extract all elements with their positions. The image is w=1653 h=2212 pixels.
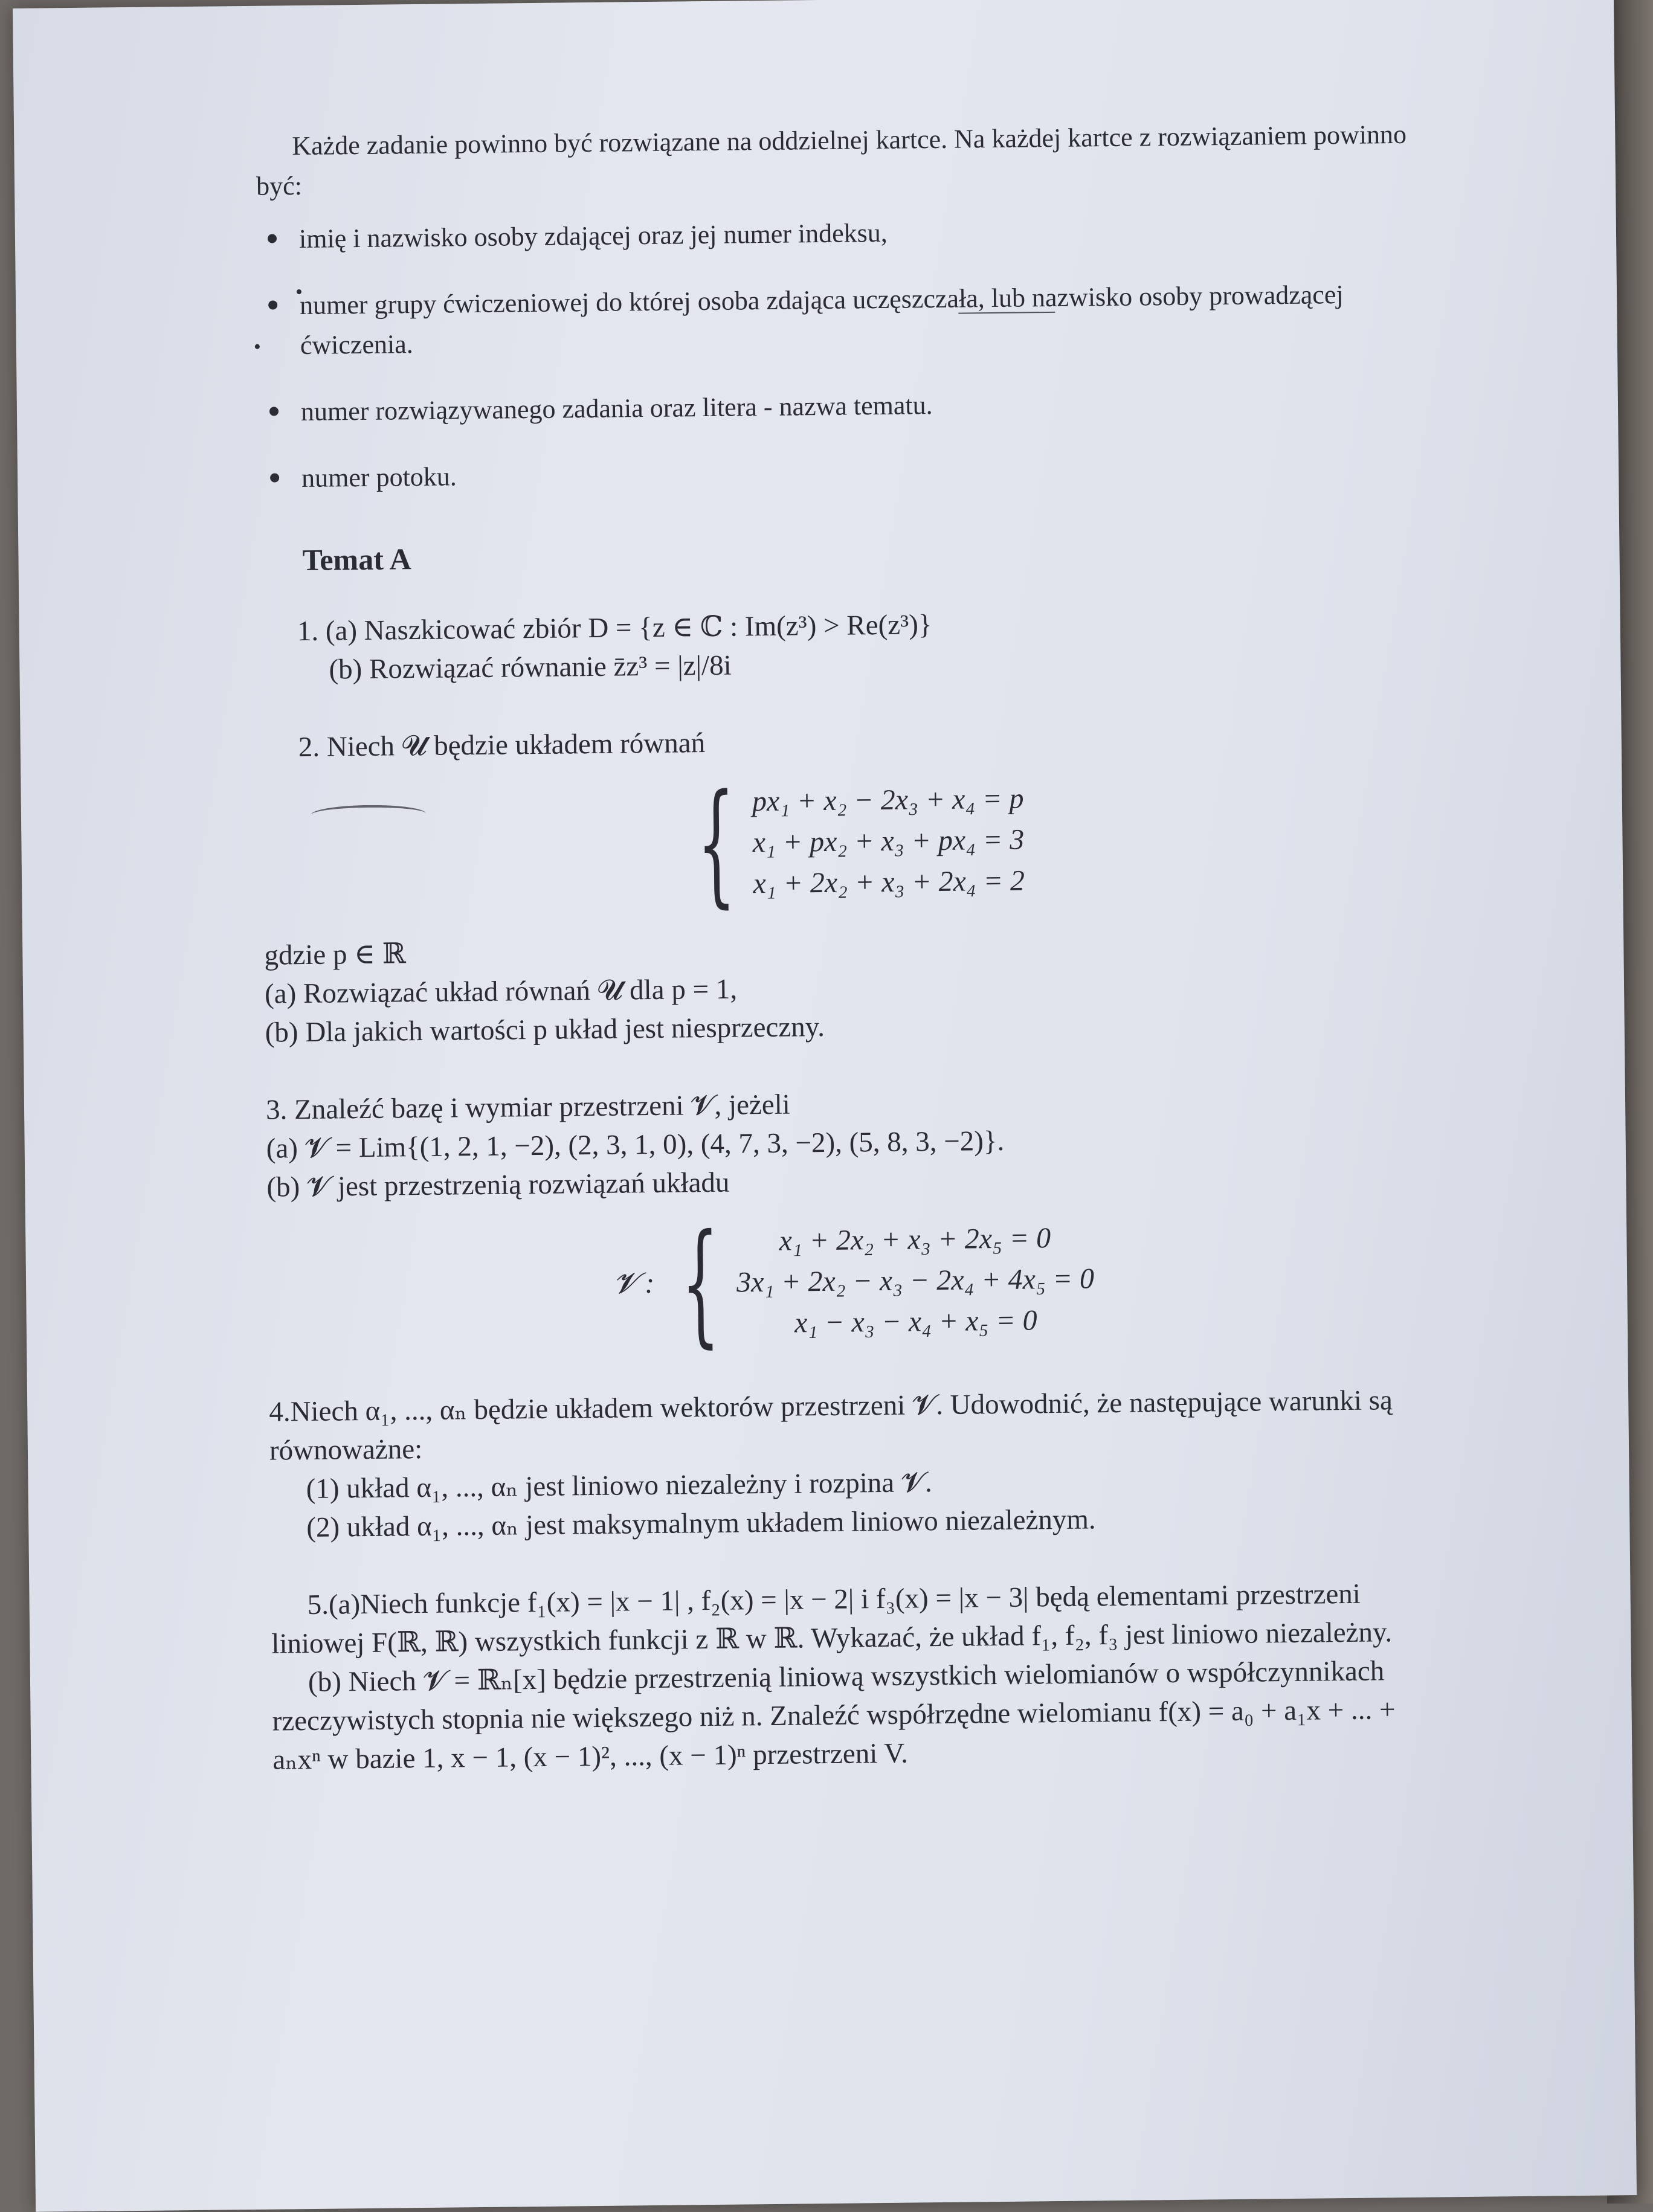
task-4-intro: 4.Niech α₁, ..., αₙ będzie układem wektorów przestrzeni 𝓥. Udowodnić, że następujące warunki są równoważne: [269, 1384, 1393, 1467]
bullet-icon [268, 234, 277, 243]
task-4-condition-1: (1) układ α₁, ..., αₙ jest liniowo niezależny i rozpina 𝓥. [306, 1467, 933, 1505]
intro-text: Każde zadanie powinno być rozwiązane na oddzielnej kartce. Na każdej kartce z rozwiązaniem powinno być: [256, 119, 1407, 201]
task-3b: (b) 𝓥 jest przestrzenią rozwiązań układu [266, 1166, 730, 1203]
task-1a: 1. (a) Naszkicować zbiór D = {z ∈ ℂ : Im(z³) > Re(z³)} [297, 609, 932, 648]
task-1 [260, 600, 1433, 689]
requirements-list [257, 207, 1432, 498]
list-item: numer rozwiązywanego zadania oraz litera - nazwa tematu. [301, 380, 1431, 432]
task-2b: (b) Dla jakich wartości p układ jest niesprzeczny. [265, 1011, 825, 1049]
equation: px₁ + x₂ − 2x₃ + x₄ = p [752, 782, 1024, 818]
task-3-intro: 3. Znaleźć bazę i wymiar przestrzeni 𝓥, jeżeli [265, 1088, 791, 1126]
equation-system-v [267, 1205, 1440, 1361]
task-3a: (a) 𝓥 = Lim{(1, 2, 1, −2), (2, 3, 1, 0), (4, 7, 3, −2), (5, 8, 3, −2)}. [266, 1125, 1005, 1165]
task-3 [265, 1078, 1440, 1361]
equation: x₁ + px₂ + x₃ + px₄ = 3 [752, 823, 1025, 859]
task-5b: (b) Niech 𝓥 = ℝₙ[x] będzie przestrzenią liniową wszystkich wielomianów o współczynnikach rzeczywistych stopnia nie większego niż n. Znaleźć współrzędne wielomianu f(x) = a₀ + a₁x + ... + aₙxⁿ w bazie 1, x − 1, (x − 1)², ..., (x − 1)ⁿ przestrzeni V. [272, 1655, 1396, 1776]
bullet-icon [268, 300, 277, 309]
equation-system-u [262, 765, 1436, 921]
brace-icon: { [696, 765, 736, 921]
task-2-intro: 2. Niech 𝓤 będzie układem równań [298, 727, 706, 764]
task-5a: 5.(a)Niech funkcje f₁(x) = |x − 1| , f₂(x) = |x − 2| i f₃(x) = |x − 3| będą elementami przestrzeni liniowej F(ℝ, ℝ) wszystkich funkcji z ℝ w ℝ. Wykazać, że układ f₁, f₂, f₃ jest liniowo niezależny. [271, 1578, 1393, 1660]
document-body [256, 114, 1445, 1818]
bullet-icon [269, 407, 279, 416]
task-2a: (a) Rozwiązać układ równań 𝓤 dla p = 1, [264, 973, 738, 1010]
equation: x₁ + 2x₂ + x₃ + 2x₅ = 0 [779, 1222, 1051, 1257]
instructions [256, 114, 1431, 498]
equation: x₁ + 2x₂ + x₃ + 2x₄ = 2 [753, 864, 1025, 900]
exam-sheet [13, 0, 1637, 2212]
task-5 [271, 1574, 1445, 1779]
list-item: numer grupy ćwiczeniowej do której osoba zdająca uczęszczała, lub nazwisko osoby prowadzącej ćwiczenia. [300, 274, 1430, 365]
brace-icon: { [680, 1205, 720, 1361]
task-2 [262, 716, 1437, 1052]
list-item: numer potoku. [301, 446, 1432, 498]
equation: x₁ − x₃ − x₄ + x₅ = 0 [794, 1304, 1037, 1339]
task-2-where: gdzie p ∈ ℝ [264, 938, 407, 971]
task-1b: (b) Rozwiązać równanie z̄z³ = |z|/8i [329, 649, 732, 686]
task-4 [269, 1380, 1443, 1547]
list-item: imię i nazwisko osoby zdającej oraz jej numer indeksu, [299, 207, 1429, 259]
bullet-icon [270, 473, 279, 482]
system-label: 𝓥 : [613, 1267, 655, 1300]
section-heading: Temat A [302, 542, 411, 577]
equation: 3x₁ + 2x₂ − x₃ − 2x₄ + 4x₅ = 0 [736, 1262, 1095, 1299]
task-4-condition-2: (2) układ α₁, ..., αₙ jest maksymalnym układem liniowo niezależnym. [306, 1503, 1096, 1544]
